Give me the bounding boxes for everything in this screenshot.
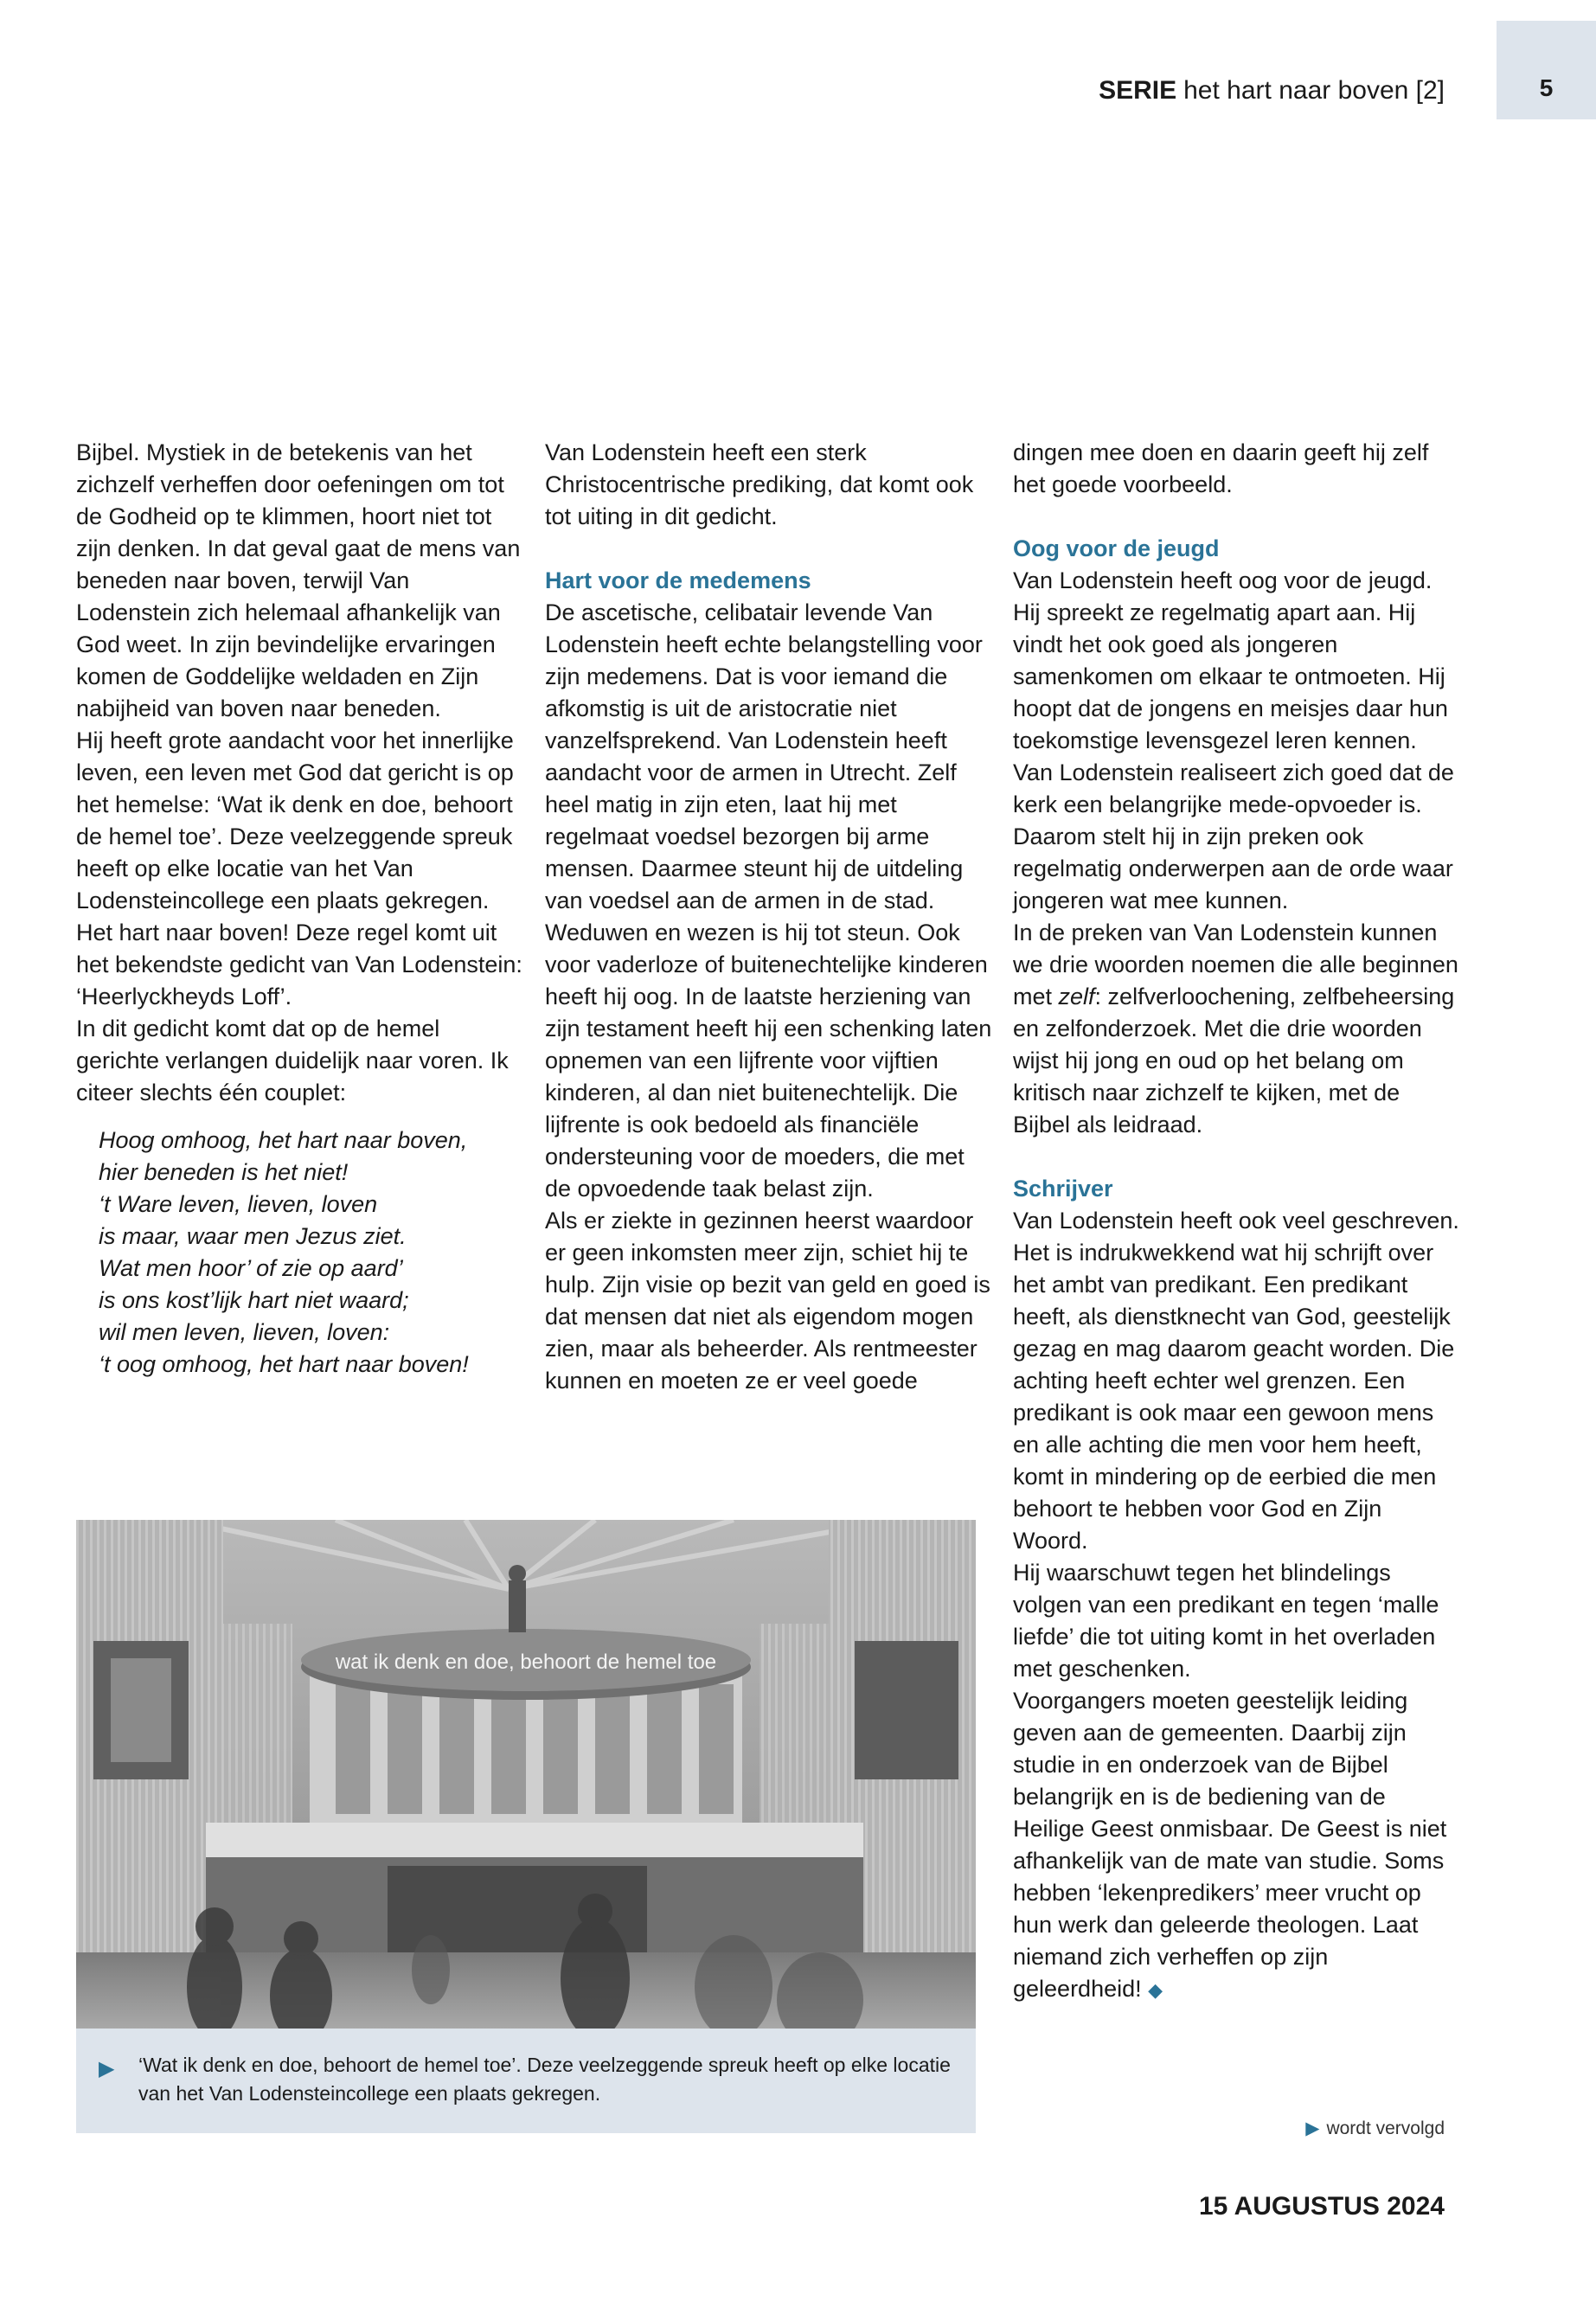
paragraph: Het hart naar boven! Deze regel komt uit het bekendste gedicht van Van Lodenstein: ‘Heerlyckheyds Loff’. — [76, 920, 522, 1009]
text-run: : zelfverloochening, zelfbeheersing en zelfonderzoek. Met die drie woorden wijst hij jong en oud op het belang om kritisch naar zichzelf te kijken, met de Bijbel als leidraad. — [1013, 984, 1455, 1138]
poem-line: ‘t Ware leven, lieven, loven — [99, 1191, 378, 1217]
poem-line: wil men leven, lieven, loven: — [99, 1319, 390, 1345]
page-number: 5 — [1539, 74, 1554, 101]
poem-line: Hoog omhoog, het hart naar boven, — [99, 1127, 468, 1153]
column-2 — [545, 437, 995, 1397]
subheading-schrijver: Schrijver — [1013, 1176, 1113, 1202]
column-1 — [76, 437, 526, 1381]
end-diamond-icon: ◆ — [1148, 1979, 1163, 2001]
text-run: Voorgangers moeten geestelijk leiding geven aan de gemeenten. Daarbij zijn studie in en onderzoek van de Bijbel belangrijk en is de bediening van de Heilige Geest onmisbaar. De Geest is niet afhankelijk van de mate van studie. Soms hebben ‘lekenpredikers’ meer vrucht op hun werk dan geleerde theologen. Laat niemand zich verheffen op zijn geleerdheid! — [1013, 1688, 1447, 2002]
paragraph: Als er ziekte in gezinnen heerst waardoor er geen inkomsten meer zijn, schiet hij te hulp. Zijn visie op bezit van geld en goed is dat mensen dat niet als eigendom mogen zien, maar als beheerder. Als rentmeester kunnen en moeten ze er veel goede — [545, 1208, 990, 1394]
photo-sign-text: wat ik denk en doe, behoort de hemel toe — [335, 1650, 717, 1674]
paragraph: Hij heeft grote aandacht voor het innerlijke leven, een leven met God dat gericht is op het hemelse: ‘Wat ik denk en doe, behoort de hemel toe’. Deze veelzeggende spreuk heeft op elke locatie van het Van Lodensteincollege een plaats gekregen. — [76, 727, 514, 913]
text-run: In de preken van Van Lodenstein kunnen we drie woorden noemen die alle beginnen met — [1013, 920, 1458, 1009]
paragraph — [1013, 917, 1463, 1141]
continued-note — [1305, 2118, 1445, 2139]
caption-arrow-icon: ▶ — [99, 2057, 115, 2080]
paragraph: Bijbel. Mystiek in de betekenis van het zichzelf verheffen door oefeningen om tot de Godheid op te klimmen, hoort niet tot zijn denken. In dat geval gaat de mens van beneden naar boven, terwijl Van Lodenstein zich helemaal afhankelijk van God weet. In zijn bevindelijke ervaringen komen de Goddelijke weldaden en Zijn nabijheid van boven naar beneden. — [76, 439, 521, 721]
paragraph — [1013, 1685, 1463, 2006]
paragraph: Van Lodenstein heeft oog voor de jeugd. Hij spreekt ze regelmatig apart aan. Hij vindt het ook goed als jongeren samenkomen om elkaar te ontmoeten. Hij hoopt dat de jongens en meisjes daar hun toekomstige levensgezel leren kennen. Van Lodenstein realiseert zich goed dat de kerk een belangrijke mede-opvoeder is. Daarom stelt hij in zijn preken ook regelmatig onderwerpen aan de orde waar jongeren wat mee kunnen. — [1013, 567, 1454, 913]
paragraph: dingen mee doen en daarin geeft hij zelf het goede voorbeeld. — [1013, 439, 1429, 497]
column-3 — [1013, 437, 1463, 2006]
paragraph: Van Lodenstein heeft ook veel geschreven. Het is indrukwekkend wat hij schrijft over het ambt van predikant. Een predikant heeft, als dienstknecht van God, geestelijk gezag en mag daarom geacht worden. Die achting heeft echter wel grenzen. Een predikant is ook maar een gewoon mens en alle achting die men voor hem heeft, komt in mindering op de eerbied die men behoort te hebben voor God en Zijn Woord. — [1013, 1208, 1459, 1554]
poem-line: hier beneden is het niet! — [99, 1159, 349, 1185]
photo-caption — [76, 2029, 976, 2133]
paragraph: Van Lodenstein heeft een sterk Christocentrische prediking, dat komt ook tot uiting in dit gedicht. — [545, 439, 974, 529]
series-title: het hart naar boven [2] — [1183, 76, 1445, 105]
page-number-tab — [1497, 21, 1596, 119]
series-label: SERIE — [1099, 76, 1177, 105]
poem-line: is ons kost’lijk hart niet waard; — [99, 1287, 409, 1313]
subheading-hart-voor-de-medemens: Hart voor de medemens — [545, 567, 811, 593]
continued-text: wordt vervolgd — [1326, 2118, 1445, 2138]
issue-date: 15 AUGUSTUS 2024 — [1198, 2192, 1445, 2221]
continued-arrow-icon: ▶ — [1305, 2118, 1320, 2138]
poem-line: ‘t oog omhoog, het hart naar boven! — [99, 1351, 469, 1377]
paragraph: Hij waarschuwt tegen het blindelings volgen van een predikant en tegen ‘malle liefde’ die tot uiting komt in het overladen met geschenken. — [1013, 1560, 1439, 1682]
building-photo — [76, 1520, 976, 2029]
running-header — [1099, 76, 1445, 106]
poem-line: is maar, waar men Jezus ziet. — [99, 1223, 407, 1249]
paragraph: In dit gedicht komt dat op de hemel gerichte verlangen duidelijk naar voren. Ik citeer slechts één couplet: — [76, 1016, 509, 1106]
subheading-oog-voor-de-jeugd: Oog voor de jeugd — [1013, 535, 1220, 561]
caption-text: ‘Wat ik denk en doe, behoort de hemel toe’. Deze veelzeggende spreuk heeft op elke locatie van het Van Lodensteincollege een plaats gekregen. — [138, 2054, 951, 2105]
paragraph: De ascetische, celibatair levende Van Lodenstein heeft echte belangstelling voor zijn medemens. Dat is voor iemand die afkomstig is uit de aristocratie niet vanzelfsprekend. Van Lodenstein heeft aandacht voor de armen in Utrecht. Zelf heel matig in zijn eten, laat hij met regelmaat voedsel bezorgen bij arme mensen. Daarmee steunt hij de uitdeling van voedsel aan de armen in de stad. Weduwen en wezen is hij tot steun. Ook voor vaderloze of buitenechtelijke kinderen heeft hij oog. In de laatste herziening van zijn testament heeft hij een schenking laten opnemen van een lijfrente voor vijftien kinderen, al dan niet buitenechtelijk. Die lijfrente is ook bedoeld als financiële ondersteuning voor de moeders, die met de opvoedende taak belast zijn. — [545, 599, 992, 1202]
poem-quote — [76, 1125, 526, 1381]
emphasis: zelf — [1058, 984, 1095, 1009]
poem-line: Wat men hoor’ of zie op aard’ — [99, 1255, 403, 1281]
